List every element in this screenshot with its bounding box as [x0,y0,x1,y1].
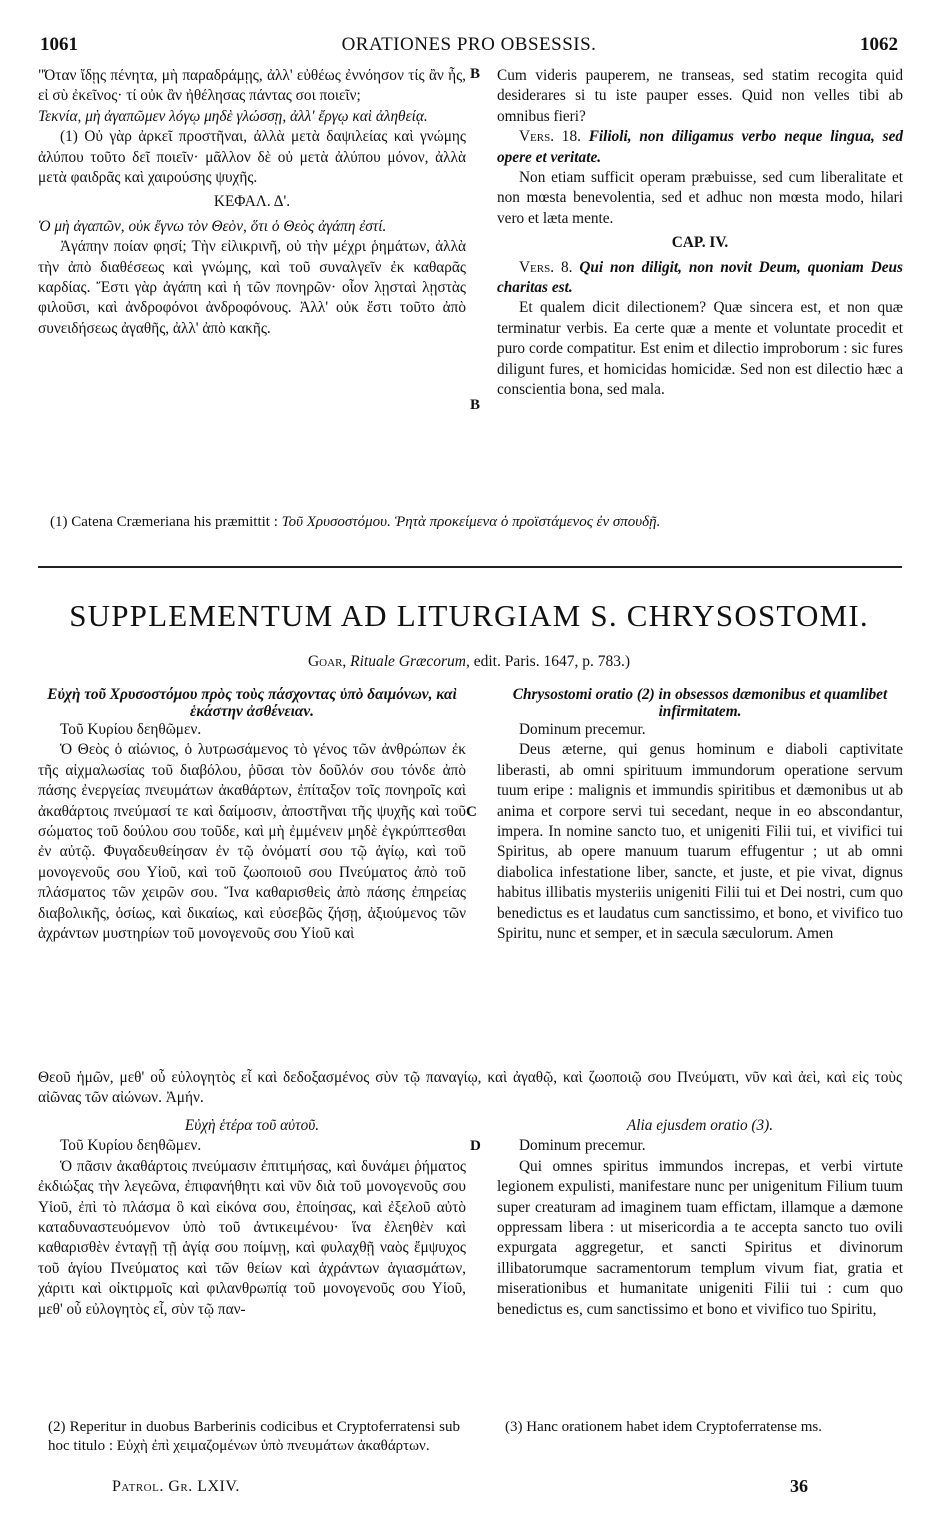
margin-letter-d: D [470,1138,481,1154]
greek-chapter-heading: ΚΕΦΑΛ. Δ'. [213,193,291,211]
right-page-number: 1062 [860,34,898,55]
greek-prayer-text: Ὁ Θεὸς ὁ αἰώνιος, ὁ λυτρωσάμενος τὸ γένος τῶν ἀνθρώπων ἐκ τῆς αἰχμαλωσίας τοῦ διαβόλου, ῥῦσαι τὸν δοῦλόν σου τόνδε ἀπὸ πάσης ἐνεργείας πνευμάτων ἀκαθάρτων, ἐπίταξον τοῖς πονηροῖς καὶ ἀκαθάρτοις πνεύμασί τε καὶ δαίμοσιν, ἀποστῆναι τῆς ψυχῆς καὶ τοῦ σώματος τοῦ δούλου σου τοῦδε, καὶ μὴ ἐμμένειν μηδὲ ἐγκρύπτεσθαι ἐν αὐτῷ. Φυγαδευθείησαν ἐν τῷ ὀνόματί σου τῷ ἁγίῳ, καὶ τοῦ μονογενοῦς σου Υἱοῦ, καὶ τοῦ ζωοποιοῦ σου Πνεύματος ἀπὸ τοῦ πλάσματος τῶν χειρῶν σου. Ἵνα καθαρισθεὶς ἀπὸ πάσης ἐπηρείας διαβολικῆς, ὁσίως, καὶ δικαίως, καὶ εὐσεβῶς ζήσῃ, ἀξιούμενος τῶν ἀχράντων μυστηρίων τοῦ μονογενοῦς σου Υἱοῦ καὶ [38,741,466,943]
margin-letter-b: B [470,66,481,82]
footnote-1 [50,512,910,532]
latin-verse: Filioli, non diligamus verbo neque lingua, sed opere et veritate. [497,128,904,166]
footnote-2: (2) Reperitur in duobus Barberinis codicibus et Cryptoferratensi sub hoc titulo : Εὐχὴ ἐπὶ χειμαζομένων ὑπὸ πνευμάτων ἀκαθάρτων. [48,1419,460,1454]
latin-prayer-heading: Chrysostomi oratio (2) in obsessos dæmonibus et quamlibet infirmitatem. [512,686,888,720]
latin-verse: Qui non diligit, non novit Deum, quoniam Deus charitas est. [497,258,904,297]
greek-prayer-heading-2: Εὐχὴ ἑτέρα τοῦ αὐτοῦ. [184,1117,320,1134]
running-head [40,34,898,56]
supplement-title: SUPPLEMENTUM AD LITURGIAM S. CHRYSOSTOMI. [69,598,869,633]
source-author: Goar, [307,653,347,670]
latin-paragraph: Non etiam sufficit operam præbuisse, sed cum liberalitate et non mœsta benevolentia, sed et adhuc non mœsta modo, hilari vero et læta mente. [497,169,903,227]
greek-response: Τοῦ Κυρίου δεηθῶμεν. [60,721,202,738]
sheet-number: 36 [790,1476,808,1496]
margin-letter-c: C [466,804,477,820]
latin-paragraph: Cum videris pauperem, ne transeas, sed statim recogita quid desiderares si tu iste pauper esses. Quid non velles tibi ab omnibus fieri? [497,67,903,125]
greek-prayer-heading: Εὐχὴ τοῦ Χρυσοστόμου πρὸς τοὺς πάσχοντας ὑπὸ δαιμόνων, καὶ ἑκάστην ἀσθένειαν. [47,686,457,720]
greek-paragraph: (1) Οὐ γὰρ ἀρκεῖ προστῆναι, ἀλλὰ μετὰ δαψιλείας καὶ γνώμης ἀλύπου τοῦτο δεῖ ποιεῖν· μᾶλλον δὲ οὐ μετὰ ἀλύπου μόνον, ἀλλὰ μετὰ φαιδρᾶς καὶ χαιρούσης ψυχῆς. [38,128,466,187]
latin-prayer-text-2: Qui omnes spiritus immundos increpas, et verbi virtute legionem expulisti, manifestare nunc per unigenitum Filium tuum super creaturam ad imaginem tuam effictam, illamque a dæmone oppressam libera : ut misericordia a te accepta sancto tuo ovili expurgata aggregetur, et sancti Spiritus et divinorum illibatorumque sacramentorum templum vivum fiat, gratia et miserationibus et humanitate unigeniti Filii tui : cum quo benedictus es, cum sanctissimo et bono et vivifico tuo Spiritu, [497,1157,903,1318]
greek-response-2: Τοῦ Κυρίου δεηθῶμεν. [60,1137,202,1155]
running-title: ORATIONES PRO OBSESSIS. [341,34,597,55]
latin-paragraph: Et qualem dicit dilectionem? Quæ sincera est, et non quæ terminatur verbis. Ea certe quæ a mente et voluntate procedit et puro corde compatitur. Est enim et dilectio improborum : sic fures diligunt fures, et homicidas homicidæ. Sed non est dilectio hæc a conscientia bona, sed mala. [497,299,903,399]
supplement-greek-column [38,686,466,944]
supplement-greek-column-2 [38,1116,466,1320]
top-latin-column [497,66,903,401]
left-page-number: 1061 [40,34,78,55]
footnote-1-prefix: (1) Catena Cræmeriana his præmittit : [50,514,278,530]
greek-verse: Τεκνία, μὴ ἀγαπῶμεν λόγῳ μηδὲ γλώσσῃ, ἀλλ' ἔργῳ καὶ ἀληθείᾳ. [38,107,428,125]
top-greek-column [38,66,466,339]
greek-prayer-text-2: Ὁ πᾶσιν ἀκαθάρτοις πνεύμασιν ἐπιτιμήσας, καὶ δυνάμει ῥήματος ἐκδιώξας τὴν λεγεῶνα, ἐπιφανήθητι καὶ νῦν διὰ τοῦ μονογενοῦς σου Υἱοῦ, ἐπὶ τὸ πλάσμα ὃ καὶ εἰκόνα σου, ἐποίησας, καὶ ἐξελοῦ αὐτὸ καταδυναστευόμενον ὑπὸ τοῦ ἀντικειμένου· ἵνα ἐλεηθὲν καὶ καθαρισθὲν ἐνταγῇ τῇ ἁγίᾳ σου ποίμνῃ, καὶ φυλαχθῇ ναὸς ἔμψυχος τοῦ ἁγίου Πνεύματος καὶ τῶν θείων καὶ ἀχράντων ἁγιασμάτων, χάριτι καὶ οἰκτιρμοῖς καὶ φιλανθρωπίᾳ τοῦ μονογενοῦς σου Υἱοῦ, μεθ' οὗ εὐλογητὸς εἶ, σὺν τῷ παν- [38,1157,466,1318]
verse-number: Vers. 8. [519,258,573,276]
latin-prayer-heading-2: Alia ejusdem oratio (3). [626,1117,774,1134]
source-work: Rituale Græcorum, [350,653,470,670]
greek-paragraph: "Όταν ἴδῃς πένητα, μὴ παραδράμῃς, ἀλλ' εὐθέως ἐννόησον τίς ἂν ἦς, εἰ σὺ ἐκεῖνος· τί οὐκ ἂν ἠθέλησας πάντας σοι ποιεῖν; [38,67,466,105]
greek-verse: Ὁ μὴ ἀγαπῶν, οὐκ ἔγνω τὸν Θεὸν, ὅτι ὁ Θεὸς ἀγάπη ἐστί. [38,217,387,235]
supplement-latin-column-2 [497,1116,903,1320]
source-edition: edit. Paris. 1647, p. 783.) [473,653,630,670]
margin-letter-b: B [470,397,481,413]
verse-number: Vers. 18. [519,128,581,146]
latin-response: Dominum precemur. [519,721,646,738]
footnote-1-greek: Τοῦ Χρυσοστόμου. Ῥητὰ προκείμενα ὁ προϊστάμενος ἐν σπουδῇ. [281,514,661,530]
greek-paragraph: Ἀγάπην ποίαν φησί; Τὴν εἰλικρινῆ, οὐ τὴν μέχρι ῥημάτων, ἀλλὰ τὴν ἀπὸ διαθέσεως καὶ γνώμης, καὶ τοῦ συναλγεῖν ἐκ καθαρᾶς καρδίας. Ἔστι γὰρ ἀγάπη καὶ ἡ τῶν πονηρῶν· οἷον λῃσταὶ λῃστὰς φιλοῦσι, καὶ ἀνδροφόνοι ἀνδροφόνους. Ἀλλ' οὐκ ἔστι τοῦτο ἀπὸ συνειδήσεως ἀγαθῆς, ἀλλ' ἀπὸ κακῆς. [38,238,466,337]
supplement-latin-column [497,686,903,944]
greek-prayer-ending-text: Θεοῦ ἡμῶν, μεθ' οὗ εὐλογητὸς εἶ καὶ δεδοξασμένος σὺν τῷ παναγίῳ, καὶ ἀγαθῷ, καὶ ζωοποιῷ σου Πνεύματι, νῦν καὶ ἀεὶ, καὶ εἰς τοὺς αἰῶνας τῶν αἰώνων. Ἀμήν. [38,1069,902,1107]
source-citation [0,653,938,671]
latin-response-2: Dominum precemur. [519,1137,646,1155]
latin-prayer-text: Deus æterne, qui genus hominum e diaboli captivitate liberasti, ab omni spirituum immundorum operatione servum tuum eripe : malignis et immundis spiritibus et dæmonibus ut ab anima et corpore servi tui secedant, neque in eo abscondantur, impera. In nomine sancto tuo, et unigeniti Filii tui, et vivifici tui Spiritus, ab opere manuum tuarum effugentur ; ut ab omni diabolica infestatione liber, sancte, et juste, et pie vivat, dignus habitus illibatis mysteriis unigeniti Filii tui et Dei nostri, cum quo benedictus es et laudatus cum sanctissimo, et bono, et vivifico tuo Spiritu, nunc et semper, et in sæcula sæculorum. Amen [497,741,903,943]
footnote-3: (3) Hanc orationem habet idem Cryptoferratense ms. [505,1419,822,1435]
greek-prayer-ending [38,1068,902,1109]
volume-signature: Patrol. Gr. LXIV. [112,1478,240,1495]
section-divider [38,566,902,568]
latin-chapter-heading: CAP. IV. [671,234,729,252]
